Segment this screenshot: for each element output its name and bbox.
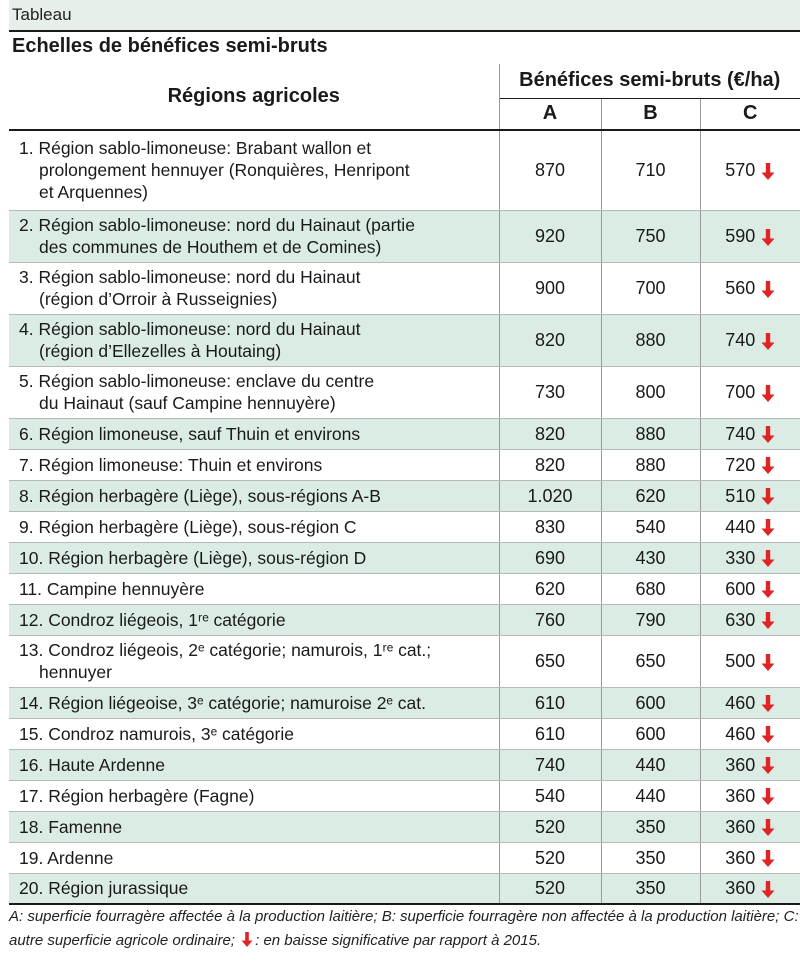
benefits-table (9, 64, 800, 905)
value-cell-b: 750 (601, 210, 700, 262)
region-name-line: 7. Région limoneuse: Thuin et environs (19, 454, 323, 475)
value-cell-c (700, 873, 800, 904)
value-cell-a: 1.020 (499, 480, 601, 511)
red-down-arrow-icon (761, 788, 775, 805)
value-cell-c (700, 604, 800, 635)
region-cell (9, 780, 499, 811)
table-row (9, 749, 800, 780)
red-down-arrow-icon (241, 931, 253, 946)
value-cell-a: 870 (499, 130, 601, 210)
red-down-arrow-icon (761, 333, 775, 350)
value-cell-c (700, 418, 800, 449)
region-name-line: du Hainaut (sauf Campine hennuyère) (39, 393, 336, 413)
value-c: 740 (725, 423, 756, 444)
value-cell-b: 440 (601, 780, 700, 811)
region-column-header: Régions agricoles (9, 64, 499, 130)
value-c: 570 (725, 160, 756, 181)
region-name-line: 12. Condroz liégeois, 1ʳᵉ catégorie (19, 609, 286, 630)
value-cell-a: 520 (499, 811, 601, 842)
red-down-arrow-icon (761, 654, 775, 671)
region-name-line: des communes de Houthem et de Comines) (39, 237, 382, 257)
region-cell (9, 314, 499, 366)
table-row (9, 635, 800, 687)
value-c: 700 (725, 382, 756, 402)
table-body (9, 130, 800, 904)
value-cell-a: 610 (499, 687, 601, 718)
table-row (9, 314, 800, 366)
region-cell (9, 511, 499, 542)
table-row (9, 480, 800, 511)
value-cell-a: 650 (499, 635, 601, 687)
table-title: Echelles de bénéfices semi-bruts (9, 30, 800, 61)
value-cell-a: 760 (499, 604, 601, 635)
table-row (9, 511, 800, 542)
value-cell-b: 600 (601, 687, 700, 718)
value-cell-b: 710 (601, 130, 700, 210)
region-cell (9, 130, 499, 210)
value-cell-b: 440 (601, 749, 700, 780)
value-c: 360 (725, 754, 756, 775)
table-row (9, 604, 800, 635)
value-cell-c (700, 262, 800, 314)
value-cell-b: 600 (601, 718, 700, 749)
table-row (9, 542, 800, 573)
table-row (9, 687, 800, 718)
region-name-line: 20. Région jurassique (19, 878, 189, 899)
table-row (9, 130, 800, 210)
red-down-arrow-icon (761, 819, 775, 836)
value-cell-b: 680 (601, 573, 700, 604)
red-down-arrow-icon (761, 229, 775, 246)
value-c: 330 (725, 547, 756, 568)
value-cell-c (700, 780, 800, 811)
region-cell (9, 210, 499, 262)
table-row (9, 210, 800, 262)
value-c: 360 (725, 878, 756, 899)
red-down-arrow-icon (761, 612, 775, 629)
footnote (9, 905, 800, 953)
value-c: 440 (725, 516, 756, 537)
value-cell-b: 800 (601, 366, 700, 418)
table-row (9, 262, 800, 314)
table-row (9, 573, 800, 604)
region-name-line: hennuyer (39, 662, 112, 682)
value-cell-c (700, 480, 800, 511)
value-cell-c (700, 842, 800, 873)
region-cell (9, 480, 499, 511)
region-name-line: 1. Région sablo-limoneuse: Brabant wallon et (19, 138, 372, 159)
value-cell-a: 620 (499, 573, 601, 604)
region-cell (9, 449, 499, 480)
region-cell (9, 418, 499, 449)
value-cell-c (700, 687, 800, 718)
footnote-legend: A: superficie fourragère affectée à la production laitière; B: superficie fourragère non affectée à la production laitière; C: autre superficie agricole ordinaire; (9, 908, 799, 949)
region-name-line: 13. Condroz liégeois, 2ᵉ catégorie; namurois, 1ʳᵉ cat.; (19, 640, 432, 660)
value-c: 740 (725, 330, 756, 350)
value-cell-b: 540 (601, 511, 700, 542)
value-cell-a: 740 (499, 749, 601, 780)
value-c: 460 (725, 692, 756, 713)
red-down-arrow-icon (761, 385, 775, 402)
value-cell-c (700, 749, 800, 780)
value-cell-b: 880 (601, 449, 700, 480)
table-row (9, 418, 800, 449)
value-cell-b: 880 (601, 314, 700, 366)
value-cell-a: 820 (499, 449, 601, 480)
value-cell-c (700, 542, 800, 573)
value-cell-b: 620 (601, 480, 700, 511)
value-cell-a: 900 (499, 262, 601, 314)
table-row (9, 780, 800, 811)
value-cell-b: 350 (601, 811, 700, 842)
region-cell (9, 842, 499, 873)
region-name-line: 18. Famenne (19, 816, 123, 837)
value-cell-c (700, 573, 800, 604)
region-cell (9, 635, 499, 687)
value-cell-b: 700 (601, 262, 700, 314)
region-name-line: et Arquennes) (39, 182, 148, 203)
value-cell-a: 730 (499, 366, 601, 418)
region-name-line: 10. Région herbagère (Liège), sous-région D (19, 547, 367, 568)
region-name-line: 4. Région sablo-limoneuse: nord du Hainaut (19, 319, 361, 339)
value-cell-b: 350 (601, 873, 700, 904)
region-name-line: 2. Région sablo-limoneuse: nord du Hainaut (partie (19, 215, 415, 235)
value-cell-a: 610 (499, 718, 601, 749)
benefits-group-header: Bénéfices semi-bruts (€/ha) (499, 64, 800, 98)
red-down-arrow-icon (761, 850, 775, 867)
region-name-line: 19. Ardenne (19, 847, 114, 868)
region-cell (9, 873, 499, 904)
section-kicker: Tableau (9, 0, 800, 30)
value-cell-c (700, 635, 800, 687)
red-down-arrow-icon (761, 550, 775, 567)
region-name-line: 17. Région herbagère (Fagne) (19, 785, 255, 806)
value-cell-c (700, 130, 800, 210)
region-name-line: 11. Campine hennuyère (19, 578, 205, 599)
region-name-line: 9. Région herbagère (Liège), sous-région C (19, 516, 357, 537)
value-cell-c (700, 511, 800, 542)
value-cell-c (700, 210, 800, 262)
region-cell (9, 718, 499, 749)
column-header-b: B (601, 98, 700, 130)
red-down-arrow-icon (761, 757, 775, 774)
value-cell-a: 820 (499, 418, 601, 449)
region-cell (9, 262, 499, 314)
red-down-arrow-icon (761, 581, 775, 598)
table-row (9, 449, 800, 480)
region-name-line: 6. Région limoneuse, sauf Thuin et environs (19, 423, 361, 444)
red-down-arrow-icon (761, 457, 775, 474)
region-cell (9, 687, 499, 718)
region-name-line: 14. Région liégeoise, 3ᵉ catégorie; namuroise 2ᵉ cat. (19, 692, 426, 713)
value-cell-a: 520 (499, 873, 601, 904)
red-down-arrow-icon (761, 488, 775, 505)
red-down-arrow-icon (761, 426, 775, 443)
region-name-line: 15. Condroz namurois, 3ᵉ catégorie (19, 723, 294, 744)
value-cell-c (700, 366, 800, 418)
value-cell-b: 430 (601, 542, 700, 573)
value-cell-a: 830 (499, 511, 601, 542)
value-cell-c (700, 811, 800, 842)
region-cell (9, 811, 499, 842)
red-down-arrow-icon (761, 695, 775, 712)
value-cell-c (700, 718, 800, 749)
table-row (9, 842, 800, 873)
red-down-arrow-icon (761, 726, 775, 743)
table-row (9, 811, 800, 842)
value-c: 630 (725, 609, 756, 630)
region-cell (9, 542, 499, 573)
column-header-c: C (700, 98, 800, 130)
column-header-a: A (499, 98, 601, 130)
value-c: 590 (725, 226, 756, 246)
value-cell-a: 520 (499, 842, 601, 873)
red-down-arrow-icon (761, 881, 775, 898)
value-c: 360 (725, 816, 756, 837)
value-c: 360 (725, 847, 756, 868)
value-cell-a: 820 (499, 314, 601, 366)
region-name-line: 8. Région herbagère (Liège), sous-régions A-B (19, 485, 381, 506)
region-name-line: 16. Haute Ardenne (19, 754, 165, 775)
table-row (9, 366, 800, 418)
value-c: 560 (725, 278, 756, 298)
value-cell-b: 350 (601, 842, 700, 873)
value-c: 720 (725, 454, 756, 475)
value-c: 500 (725, 651, 756, 671)
value-c: 460 (725, 723, 756, 744)
region-name-line: (région d’Orroir à Russeignies) (39, 289, 278, 309)
red-down-arrow-icon (761, 281, 775, 298)
value-c: 360 (725, 785, 756, 806)
value-cell-a: 920 (499, 210, 601, 262)
value-cell-b: 650 (601, 635, 700, 687)
table-row (9, 718, 800, 749)
value-c: 600 (725, 578, 756, 599)
red-down-arrow-icon (761, 519, 775, 536)
region-cell (9, 604, 499, 635)
footnote-arrow-meaning: : en baisse significative par rapport à 2015. (255, 932, 542, 949)
region-cell (9, 573, 499, 604)
table-row (9, 873, 800, 904)
value-cell-a: 690 (499, 542, 601, 573)
value-cell-b: 880 (601, 418, 700, 449)
region-name-line: prolongement hennuyer (Ronquières, Henripont (39, 160, 410, 181)
region-name-line: (région d’Ellezelles à Houtaing) (39, 341, 282, 361)
region-cell (9, 749, 499, 780)
value-cell-c (700, 449, 800, 480)
red-down-arrow-icon (761, 163, 775, 180)
region-cell (9, 366, 499, 418)
value-cell-a: 540 (499, 780, 601, 811)
region-name-line: 5. Région sablo-limoneuse: enclave du centre (19, 371, 375, 391)
region-name-line: 3. Région sablo-limoneuse: nord du Hainaut (19, 267, 361, 287)
value-c: 510 (725, 485, 756, 506)
value-cell-b: 790 (601, 604, 700, 635)
value-cell-c (700, 314, 800, 366)
